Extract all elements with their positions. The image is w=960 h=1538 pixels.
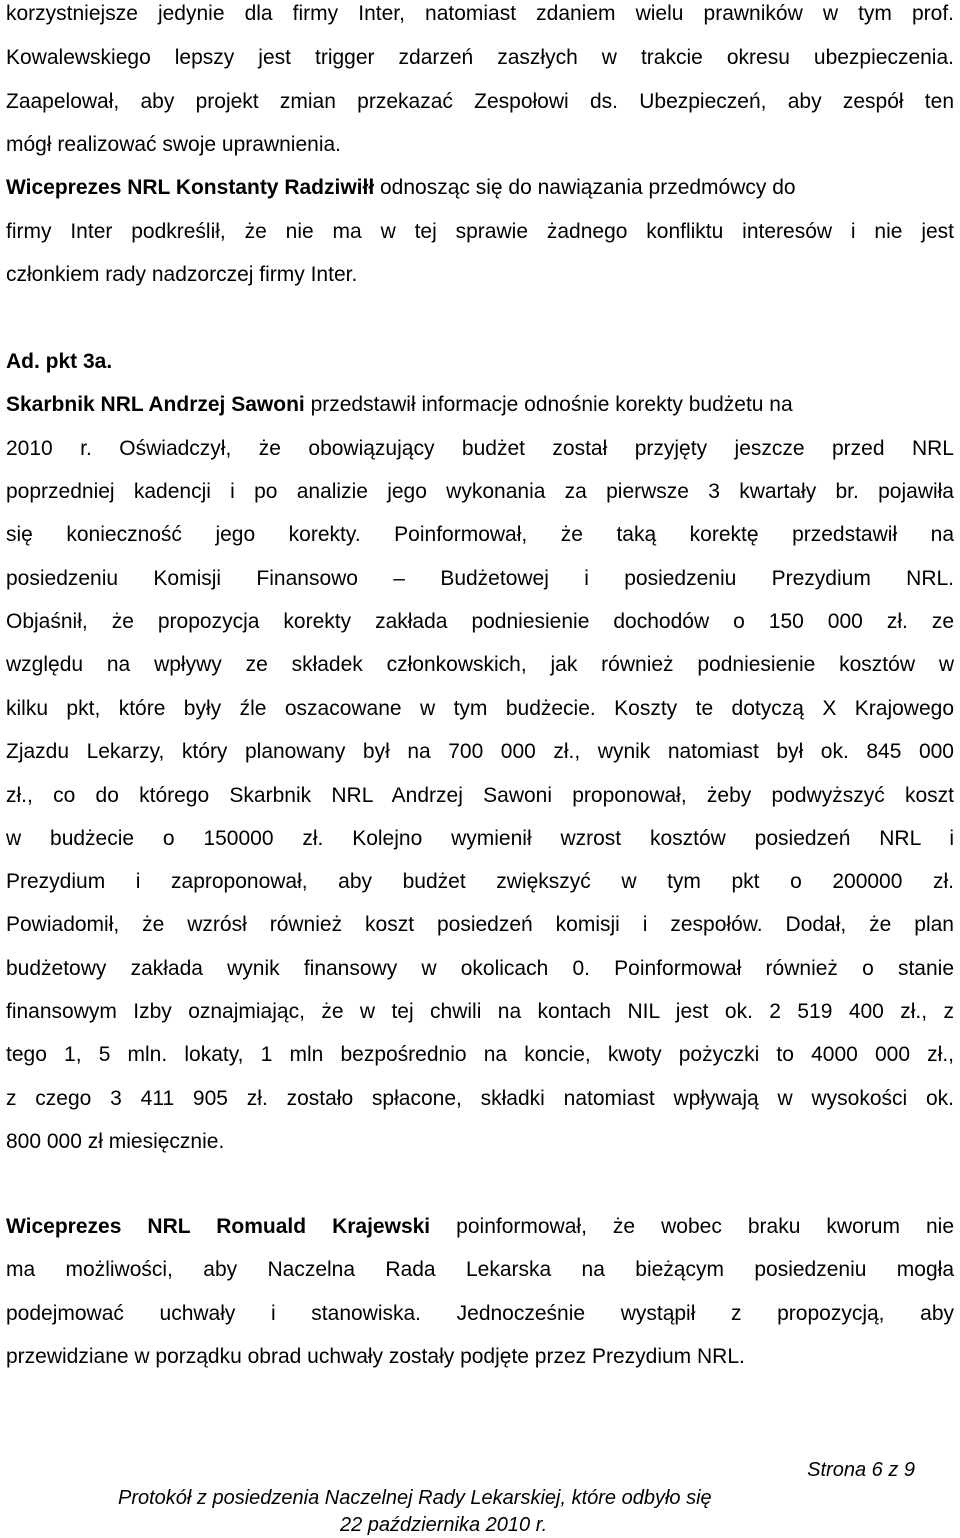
text-line: 800 000 zł miesięcznie. [6,1130,225,1153]
text-line: Objaśnił, że propozycja korekty zakłada podniesienie dochodów o 150 000 zł. ze [6,610,954,633]
footer-date: 22 października 2010 r. [340,1514,548,1536]
text-line: podejmować uchwały i stanowiska. Jednocześnie wystąpił z propozycją, aby [6,1302,954,1325]
text-line: Zjazdu Lekarzy, który planowany był na 700 000 zł., wynik natomiast był ok. 845 000 [6,740,954,763]
text-line: Kowalewskiego lepszy jest trigger zdarzeń zaszłych w trakcie okresu ubezpieczenia. [6,46,954,69]
section-heading: Ad. pkt 3a. [6,350,113,373]
speaker-name: Skarbnik NRL Andrzej Sawoni [6,393,305,416]
text-line: z czego 3 411 905 zł. zostało spłacone, składki natomiast wpływają w wysokości ok. [6,1087,954,1110]
text-line: mógł realizować swoje uprawnienia. [6,133,341,156]
text-line: Prezydium i zaproponował, aby budżet zwiększyć w tym pkt o 200000 zł. [6,870,954,893]
text-line: budżetowy zakłada wynik finansowy w okolicach 0. Poinformował również o stanie [6,957,954,980]
text-run: odnosząc się do nawiązania przedmówcy do [374,176,796,199]
text-line: członkiem rady nadzorczej firmy Inter. [6,263,358,286]
speaker-name: Wiceprezes NRL Romuald Krajewski [6,1215,431,1238]
text-line: zł., co do którego Skarbnik NRL Andrzej Sawoni proponował, żeby podwyższyć koszt [6,784,954,807]
text-line: tego 1, 5 mln. lokaty, 1 mln bezpośrednio na koncie, kwoty pożyczki to 4000 000 zł., [6,1043,954,1066]
text-line: 2010 r. Oświadczył, że obowiązujący budżet został przyjęty jeszcze przed NRL [6,437,954,460]
text-run: poinformował, że wobec braku kworum nie [430,1215,954,1238]
text-line: posiedzeniu Komisji Finansowo – Budżetowej i posiedzeniu Prezydium NRL. [6,567,954,590]
text-line: korzystniejsze jedynie dla firmy Inter, natomiast zdaniem wielu prawników w tym prof. [6,2,954,25]
text-line: się konieczność jego korekty. Poinformował, że taką korektę przedstawił na [6,523,954,546]
text-run: przedstawił informacje odnośnie korekty budżetu na [304,393,793,416]
text-line: finansowym Izby oznajmiając, że w tej chwili na kontach NIL jest ok. 2 519 400 zł., z [6,1000,954,1023]
text-line: poprzedniej kadencji i po analizie jego wykonania za pierwsze 3 kwartały br. pojawiła [6,480,954,503]
text-line: względu na wpływy ze składek członkowskich, jak również podniesienie kosztów w [6,653,954,676]
text-line: kilku pkt, które były źle oszacowane w tym budżecie. Koszty te dotyczą X Krajowego [6,697,954,720]
text-line: Powiadomił, że wzrósł również koszt posiedzeń komisji i zespołów. Dodał, że plan [6,913,954,936]
speaker-name: Wiceprezes NRL Konstanty Radziwiłł [6,176,375,199]
text-line: ma możliwości, aby Naczelna Rada Lekarska na bieżącym posiedzeniu mogła [6,1258,954,1281]
text-line: Zaapelował, aby projekt zmian przekazać Zespołowi ds. Ubezpieczeń, aby zespół ten [6,90,954,113]
text-line: firmy Inter podkreślił, że nie ma w tej sprawie żadnego konfliktu interesów i nie jest [6,220,954,243]
text-line [6,1213,954,1241]
text-line: przewidziane w porządku obrad uchwały zostały podjęte przez Prezydium NRL. [6,1345,745,1368]
text-line: w budżecie o 150000 zł. Kolejno wymienił wzrost kosztów posiedzeń NRL i [6,827,954,850]
text-line [6,391,954,419]
text-line [6,174,954,202]
page-number: Strona 6 z 9 [807,1459,915,1481]
footer-title: Protokół z posiedzenia Naczelnej Rady Lekarskiej, które odbyło się [118,1487,712,1509]
